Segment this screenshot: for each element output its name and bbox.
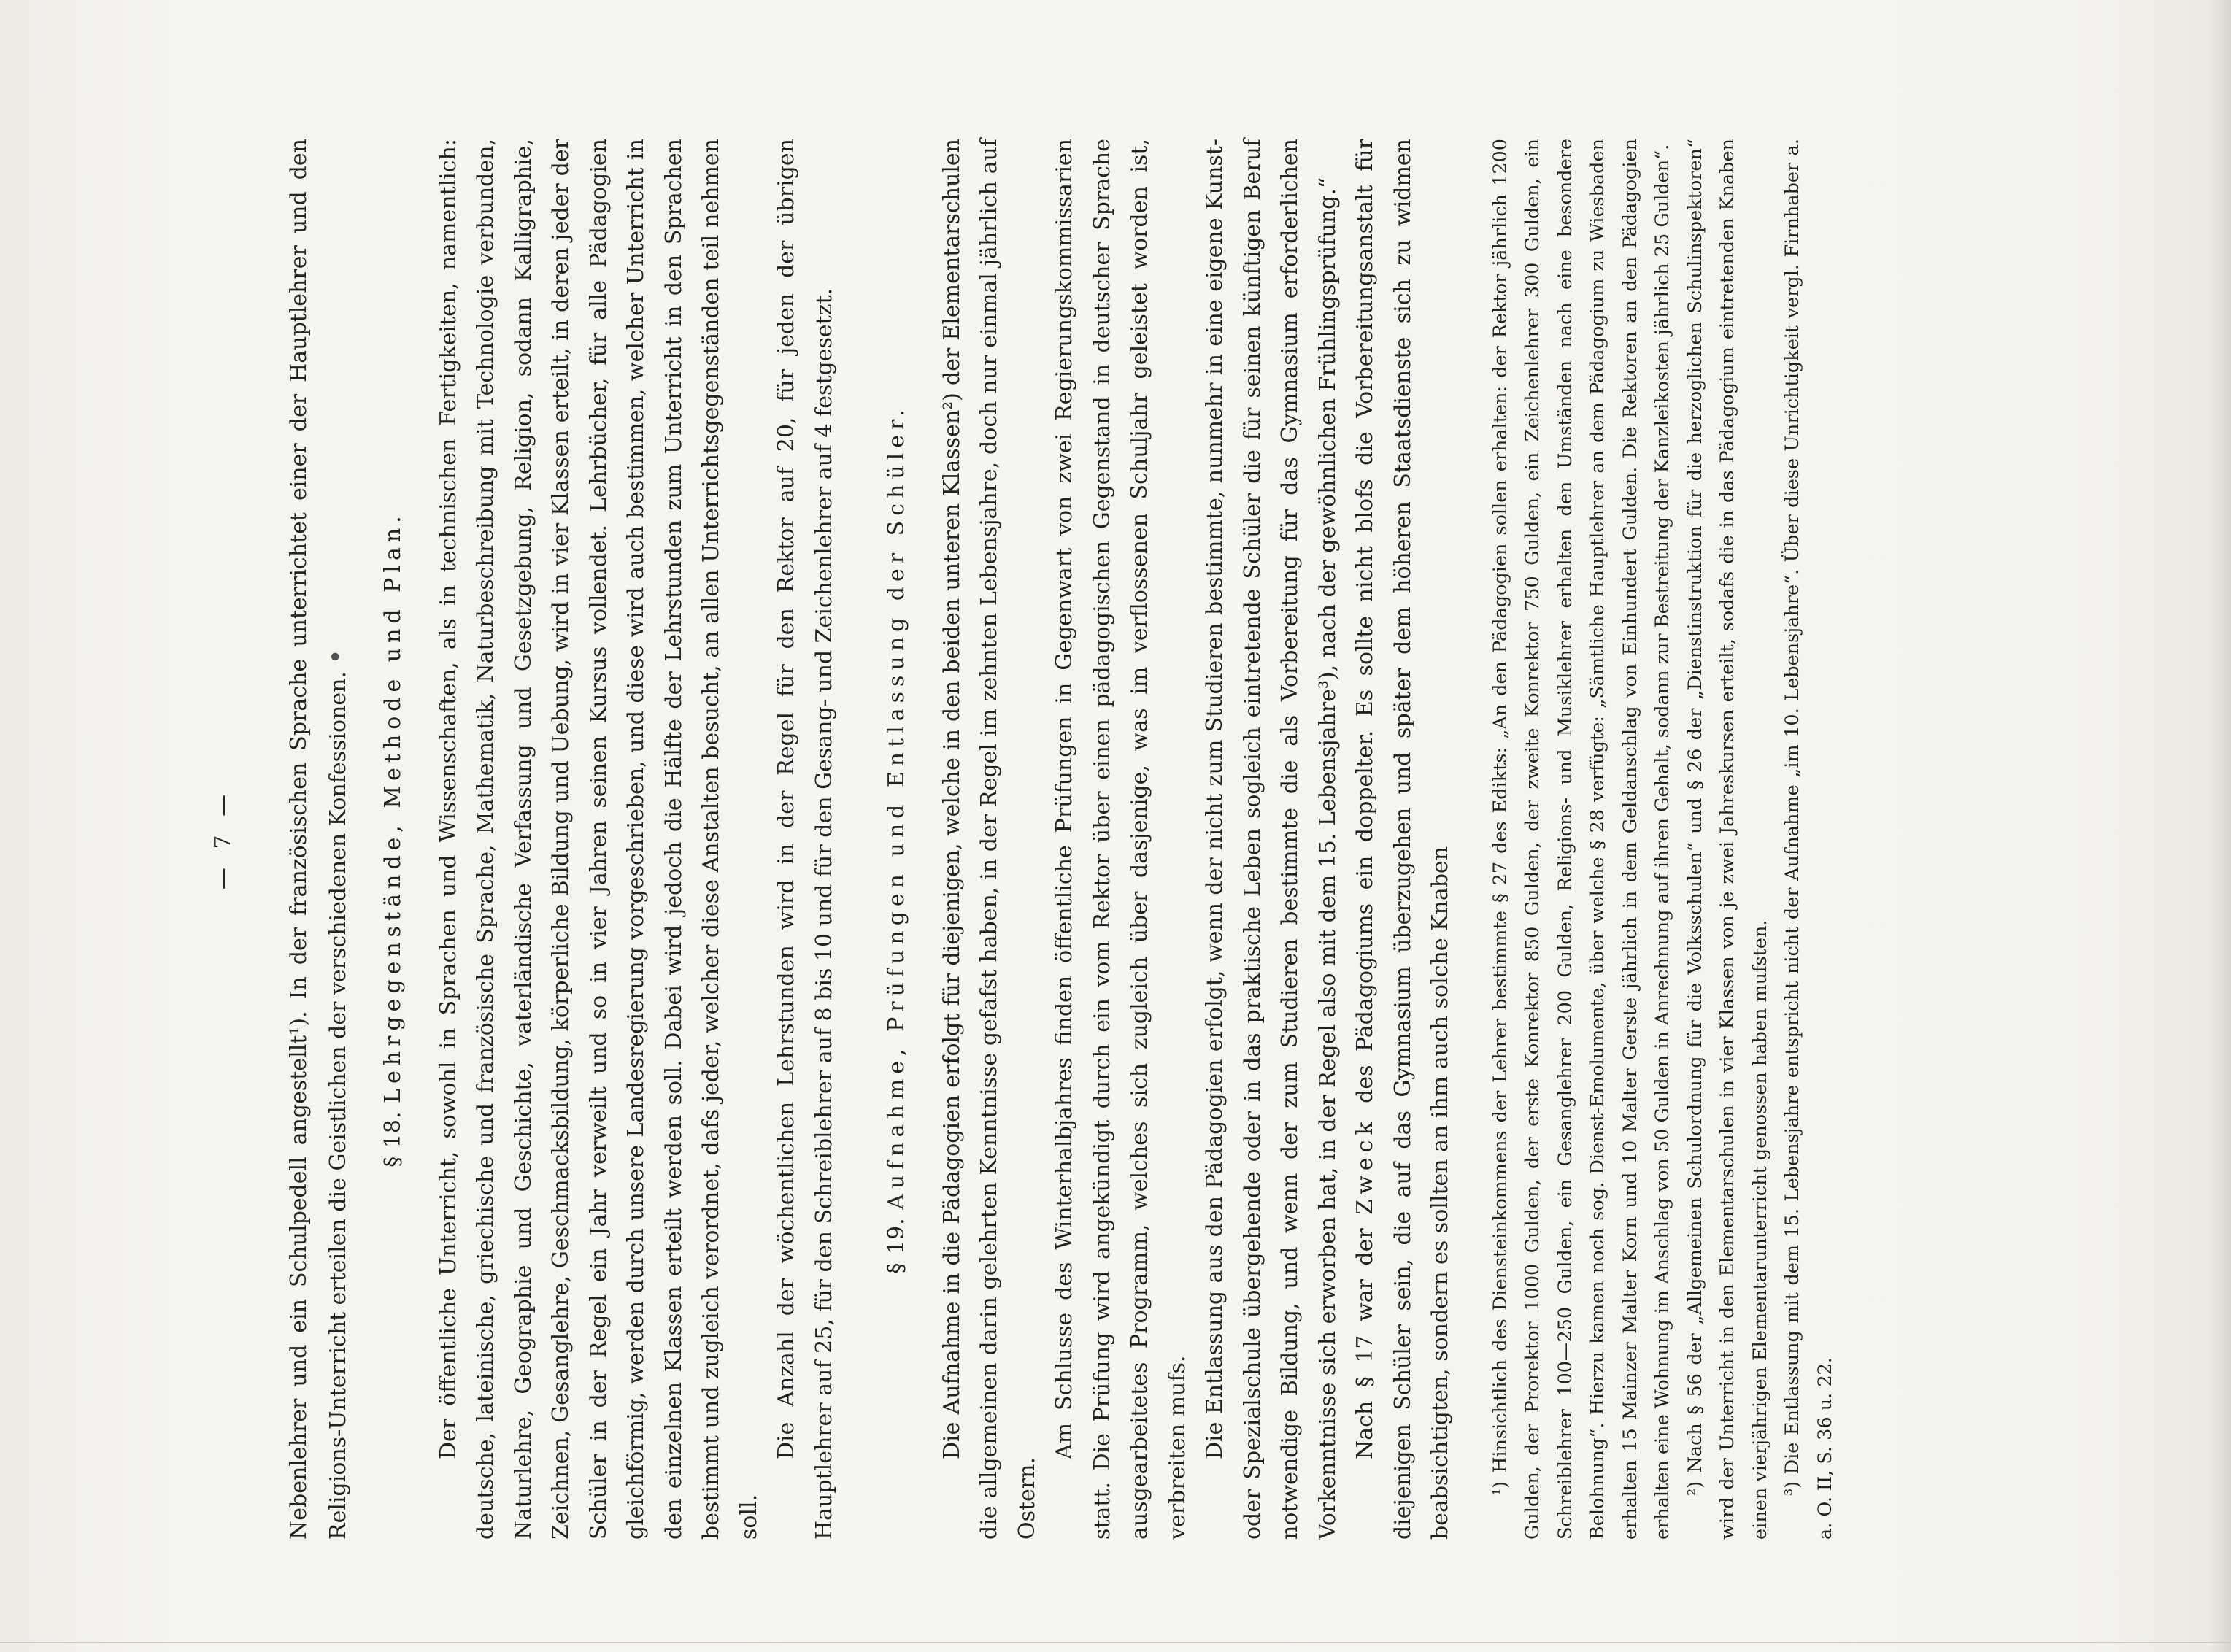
section-18-heading: [374, 139, 412, 1540]
scan-bottom-edge: [0, 1642, 2231, 1643]
footnote-1: ¹) Hinsichtlich des Diensteinkommens der Lehrer bestimmte § 27 des Edikts: „An den Pädagogien sollen erhalten: der Rektor jährlich 1200 Gulden, der Prorektor 1000 Gulden, der erste Konrektor 850 Gulden, der zweite Konrektor 750 Gulden, ein Zeichenlehrer 300 Gulden, ein Schreiblehrer 100—250 Gulden, ein Gesanglehrer 200 Gulden, Religions- und Musiklehrer erhalten den Umständen nach eine besondere Belohnung“. Hierzu kamen noch sog. Dienst-Emolumente, über welche § 28 verfügte: „Sämtliche Hauptlehrer an dem Pädagogium zu Wiesbaden erhalten 15 Mainzer Malter Korn und 10 Malter Gerste jährlich in dem Geldanschlag von Einhundert Gulden. Die Rektoren an den Pädagogien erhalten eine Wohnung im Anschlag von 50 Gulden in Anrechnung auf ihren Gehalt, sodann zur Bestreitung der Kanzleikosten jährlich 25 Gulden“.: [1489, 139, 1673, 1540]
footnote-2: ²) Nach § 56 der „Allgemeinen Schulordnung für die Volksschulen“ und § 26 der „Dienstinstruktion für die herzoglichen Schulinspektoren“ wird der Unterricht in den Elementarschulen in vier Klassen von je zwei Jahreskursen erteilt, sodafs die in das Pädagogium eintretenden Knaben einen vierjährigen Elementarunterricht genossen haben mufsten.: [1684, 139, 1771, 1540]
zweck-emphasis: Zweck: [1352, 1116, 1378, 1215]
zweck-prefix: Nach § 17 war der: [1352, 1214, 1378, 1459]
intro-text: Nebenlehrer und ein Schulpedell angestellt¹). In der französischen Sprache unterrichtet einer der Hauptlehrer und den Religions-Unterricht erteilen die Geistlichen der verschiedenen Konfessionen.: [286, 139, 351, 1540]
section-18-number: § 18.: [380, 1111, 406, 1167]
section-19-paragraph: Am Schlusse des Winterhalbjahres finden öffentliche Prüfungen in Gegenwart von zwei Regierungskommissarien statt. Die Prüfung wird angekündigt durch ein vom Rektor über einen pädagogischen Gegenstand in deutscher Sprache ausgearbeitetes Programm, welches sich zugleich über dasjenige, was im verflossenen Schuljahr geleistet worden ist, verbreiten mufs.: [1052, 139, 1190, 1540]
page-number: — 7 —: [210, 788, 236, 890]
ink-dot-mark: •: [321, 649, 352, 665]
section-18-title: Lehrgegenstände, Methode und Plan.: [380, 511, 406, 1103]
rotated-document-page: [210, 139, 1836, 1540]
footnote-3: ³) Die Entlassung mit dem 15. Lebensjahre entspricht nicht der Aufnahme „im 10. Lebensjahre“. Über diese Unrichtigkeit vergl. Firnhaber a. a. O. II, S. 36 u. 22.: [1781, 139, 1836, 1540]
section-19-paragraph: Die Aufnahme in die Pädagogien erfolgt für diejenigen, welche in den beiden unteren Klassen²) der Elementarschulen die allgemeinen darin gelehrten Kenntnisse gefafst haben, in der Regel im zehnten Lebensjahre, doch nur einmal jährlich auf Ostern.: [939, 139, 1040, 1540]
section-18-paragraph: Die Anzahl der wöchentlichen Lehrstunden wird in der Regel für den Rektor auf 20, für jeden der übrigen Hauptlehrer auf 25, für den Schreiblehrer auf 8 bis 10 und für den Gesang- und Zeichenlehrer auf 4 festgesetzt.: [774, 139, 837, 1540]
footnotes: [1484, 139, 1842, 1540]
section-gap: [843, 139, 860, 1540]
section-19-paragraph: Die Entlassung aus den Pädagogien erfolgt, wenn der nicht zum Studieren bestimmte, nunmehr in eine eigene Kunst- oder Spezialschule übergehende oder in das praktische Leben sogleich eintretende Schüler die für seinen künftigen Beruf notwendige Bildung, und wenn der zum Studieren bestimmte die als Vorbereitung für das Gymnasium erforderlichen Vorkenntnisse sich erworben hat, in der Regel also mit dem 15. Lebensjahre³), nach der gewöhnlichen Frühlingsprüfung.“: [1202, 139, 1341, 1540]
section-19-heading: [878, 139, 916, 1540]
page-edge-shadow: [2209, 0, 2231, 1652]
section-18-paragraph: Der öffentliche Unterricht, sowohl in Sprachen und Wissenschaften, als in technischen Fertigkeiten, namentlich: deutsche, lateinische, griechische und französische Sprache, Mathematik, Naturbeschreibung mit Technologie verbunden, Naturlehre, Geographie und Geschichte, vaterländische Verfassung und Gesetzgebung, Religion, sodann Kalligraphie, Zeichnen, Gesanglehre, Geschmacksbildung, körperliche Bildung und Uebung, wird in vier Klassen erteilt, in deren jeder der Schüler in der Regel ein Jahr verweilt und so in vier Jahren seinen Kursus vollendet. Lehrbücher, für alle Pädagogien gleichförmig, werden durch unsere Landesregierung vorgeschrieben, und diese wird auch bestimmen, welcher Unterricht in den einzelnen Klassen erteilt werden soll. Dabei wird jedoch die Hälfte der Lehrstunden zum Unterricht in den Sprachen bestimmt und zugleich verordnet, dafs jeder, welcher diese Anstalten besucht, an allen Unterrichtsgegenständen teil nehmen soll.: [435, 139, 762, 1540]
intro-paragraph: [280, 139, 357, 1540]
zweck-rest: des Pädagogiums ein doppelter. Es sollte nicht blofs die Vorbereitungsanstalt für diejenigen Schüler sein, die auf das Gymnasium überzugehen und später dem höheren Staatsdienste sich zu widmen beabsichtigten, sondern es sollten an ihm auch solche Knaben: [1352, 139, 1453, 1540]
section-19-title: Aufnahme, Prüfungen und Entlassung der Schüler.: [884, 404, 909, 1210]
section-19-zweck-paragraph: [1346, 139, 1460, 1540]
section-19-number: § 19.: [884, 1217, 909, 1274]
